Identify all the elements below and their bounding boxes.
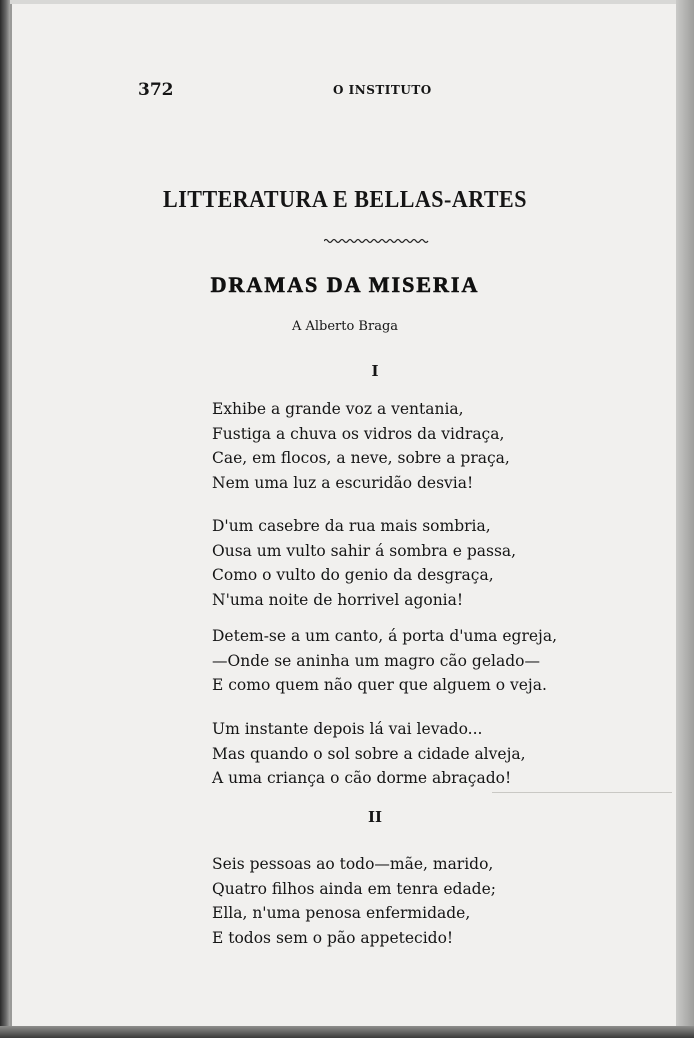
dedication: A Alberto Braga bbox=[291, 319, 399, 334]
verse-line: Quatro filhos ainda em tenra edade; bbox=[212, 879, 497, 898]
verse-line: Ella, n'uma penosa enfermidade, bbox=[212, 904, 471, 922]
verse-line: Cae, em flocos, a neve, sobre a praça, bbox=[212, 449, 510, 467]
footnote-rule bbox=[492, 792, 672, 793]
stanza-4 bbox=[212, 717, 526, 791]
book-page bbox=[10, 4, 678, 1026]
verse-line: N'uma noite de horrivel agonia! bbox=[212, 590, 464, 609]
page-header bbox=[138, 80, 538, 102]
section-numeral-2: II bbox=[367, 808, 383, 826]
section-title: LITTERATURA E BELLAS-ARTES bbox=[163, 184, 527, 213]
page-edge-bottom bbox=[0, 1026, 694, 1038]
verse-line: D'um casebre da rua mais sombria, bbox=[212, 517, 491, 535]
verse-line: A uma criança o cão dorme abraçado! bbox=[212, 769, 512, 787]
stanza-1 bbox=[212, 397, 510, 495]
verse-line: Seis pessoas ao todo—mãe, marido, bbox=[212, 855, 494, 873]
verse-line: Exhibe a grande voz a ventania, bbox=[212, 400, 464, 418]
verse-line: Ousa um vulto sahir á sombra e passa, bbox=[212, 541, 517, 560]
stanza-2 bbox=[212, 514, 516, 612]
stanza-3 bbox=[212, 624, 557, 698]
section-numeral-1: I bbox=[371, 362, 379, 380]
stanza-5 bbox=[212, 852, 496, 950]
poem-title-text: DRAMAS DA MISERIA bbox=[210, 272, 480, 297]
page-number: 372 bbox=[138, 80, 174, 100]
binding-shadow bbox=[0, 0, 10, 1038]
verse-line: Mas quando o sol sobre a cidade alveja, bbox=[212, 744, 526, 763]
verse-line: Fustiga a chuva os vidros da vidraça, bbox=[212, 424, 505, 443]
running-head: O INSTITUTO bbox=[333, 83, 432, 97]
verse-line: Como o vulto do genio da desgraça, bbox=[212, 566, 494, 584]
poem-title bbox=[12, 272, 678, 298]
verse-line: Nem uma luz a escuridão desvia! bbox=[212, 473, 474, 492]
verse-line: E todos sem o pão appetecido! bbox=[212, 928, 454, 947]
verse-line: Um instante depois lá vai levado... bbox=[212, 720, 483, 738]
verse-line: —Onde se aninha um magro cão gelado— bbox=[212, 651, 540, 670]
page-edge-right bbox=[676, 0, 694, 1038]
verse-line: E como quem não quer que alguem o veja. bbox=[212, 676, 547, 694]
wavy-rule-ornament bbox=[324, 236, 430, 246]
verse-line: Detem-se a um canto, á porta d'uma egreja, bbox=[212, 627, 557, 645]
